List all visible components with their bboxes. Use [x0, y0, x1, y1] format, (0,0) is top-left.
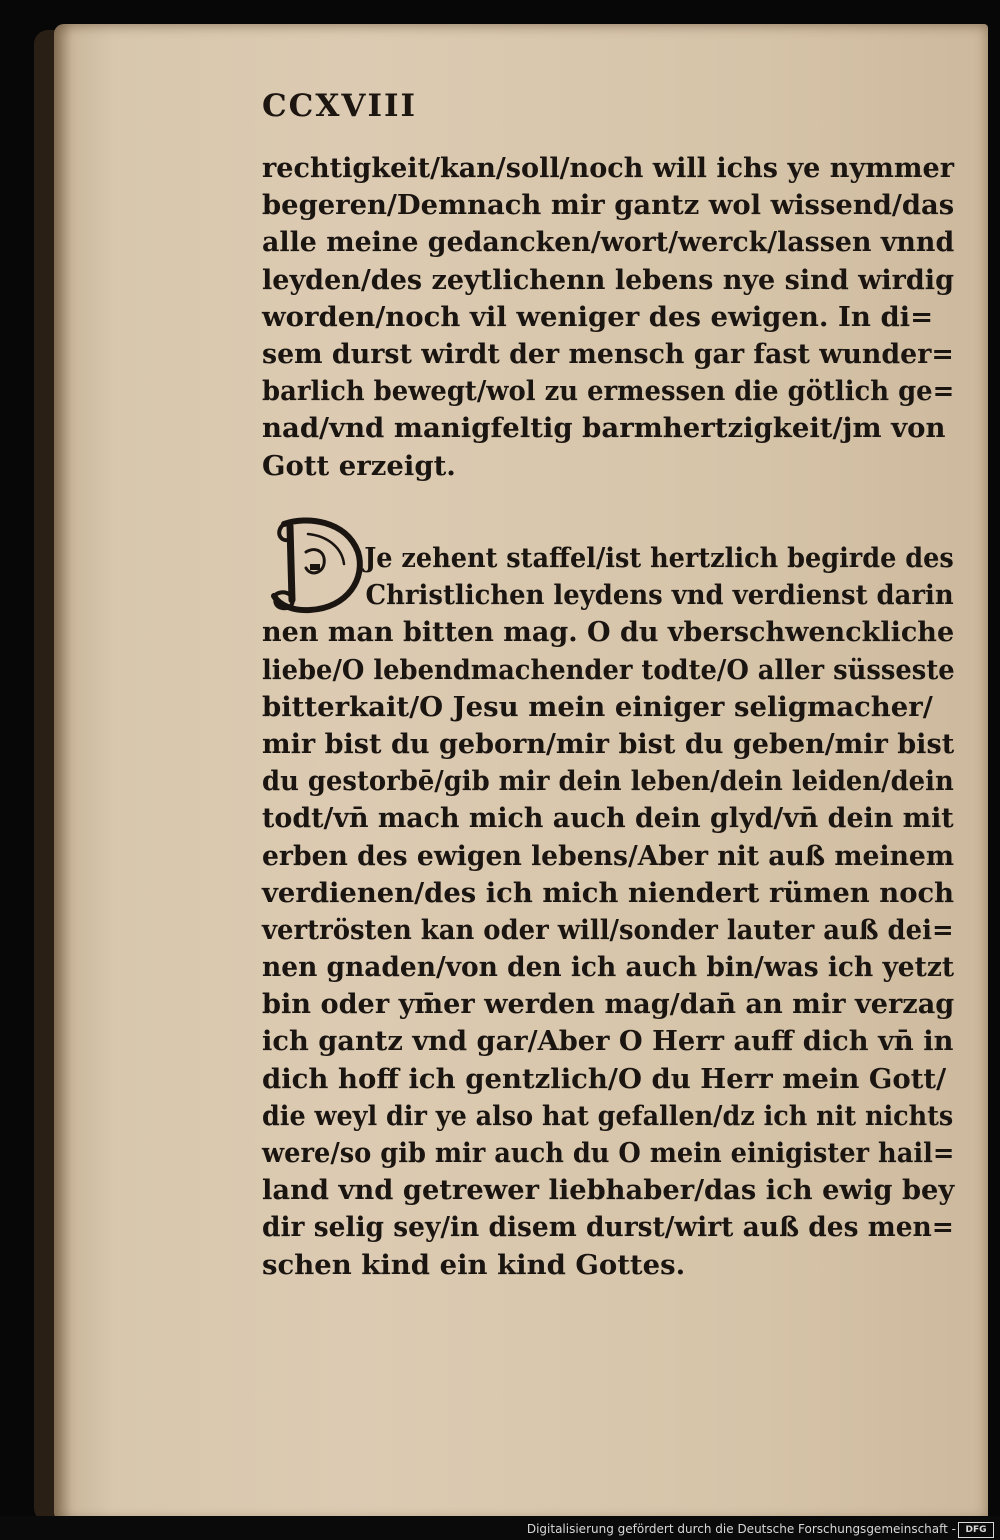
text-line: liebe/O lebendmachender todte/O aller süsseste — [262, 653, 955, 686]
text-line: vertrösten kan oder will/sonder lauter auß dei= — [262, 913, 954, 946]
text-line: rechtigkeit/kan/soll/noch will ichs ye nymmer — [262, 152, 954, 184]
text-line: worden/noch vil weniger des ewigen. In di= — [262, 300, 934, 333]
folio-number: CCXVIII — [262, 88, 417, 124]
text-line: Christlichen leydens vnd verdienst darin — [365, 579, 954, 612]
dfg-logo: DFG — [958, 1522, 994, 1538]
text-line: leyden/des zeytlichenn lebens nye sind wirdig — [262, 263, 954, 296]
text-line: nad/vnd manigfeltig barmhertzigkeit/jm von — [262, 412, 946, 445]
text-line: schen kind ein kind Gottes. — [262, 1248, 686, 1281]
text-line: nen gnaden/von den ich auch bin/was ich yetzt — [262, 951, 955, 984]
text-line: erben des ewigen lebens/Aber nit auß meinem — [262, 839, 955, 872]
text-line: nen man bitten mag. O du vberschwenckliche — [262, 616, 955, 649]
text-line: alle meine gedancken/wort/werck/lassen vnnd — [262, 226, 955, 259]
text-line: dich hoff ich gentzlich/O du Herr mein Gott/ — [262, 1062, 947, 1095]
text-line: Gott erzeigt. — [262, 449, 456, 482]
text-line: verdienen/des ich mich niendert rümen noch — [262, 876, 955, 909]
text-line: bitterkait/O Jesu mein einiger seligmacher/ — [262, 690, 933, 723]
paragraph-2 — [262, 540, 954, 1284]
text-line: die weyl dir ye also hat gefallen/dz ich nit nichts — [262, 1099, 954, 1132]
text-line: begeren/Demnach mir gantz wol wissend/das — [262, 189, 955, 222]
paragraph-1 — [262, 150, 954, 485]
text-line: bin oder ym̄er werden mag/dan̄ an mir verzag — [262, 988, 955, 1021]
text-line: ich gantz vnd gar/Aber O Herr auff dich vn̄ in — [262, 1025, 954, 1058]
text-line: sem durst wirdt der mensch gar fast wunder= — [262, 337, 954, 370]
text-line: were/so gib mir auch du O mein einigister hail= — [262, 1137, 955, 1169]
text-line: mir bist du geborn/mir bist du geben/mir bist — [262, 727, 955, 760]
digitization-credit: Digitalisierung gefördert durch die Deutsche Forschungsgemeinschaft - — [526, 1522, 956, 1536]
text-line: du gestorbē/gib mir dein leben/dein leiden/dein — [262, 765, 954, 798]
text-line: todt/vn̄ mach mich auch dein glyd/vn̄ dein mit — [262, 802, 954, 835]
text-line: land vnd getrewer liebhaber/das ich ewig bey — [262, 1174, 955, 1207]
text-line: dir selig sey/in disem durst/wirt auß des men= — [262, 1211, 954, 1244]
text-line: Je zehent staffel/ist hertzlich begirde des — [364, 542, 954, 574]
text-line: barlich bewegt/wol zu ermessen die götlich ge= — [262, 375, 955, 408]
